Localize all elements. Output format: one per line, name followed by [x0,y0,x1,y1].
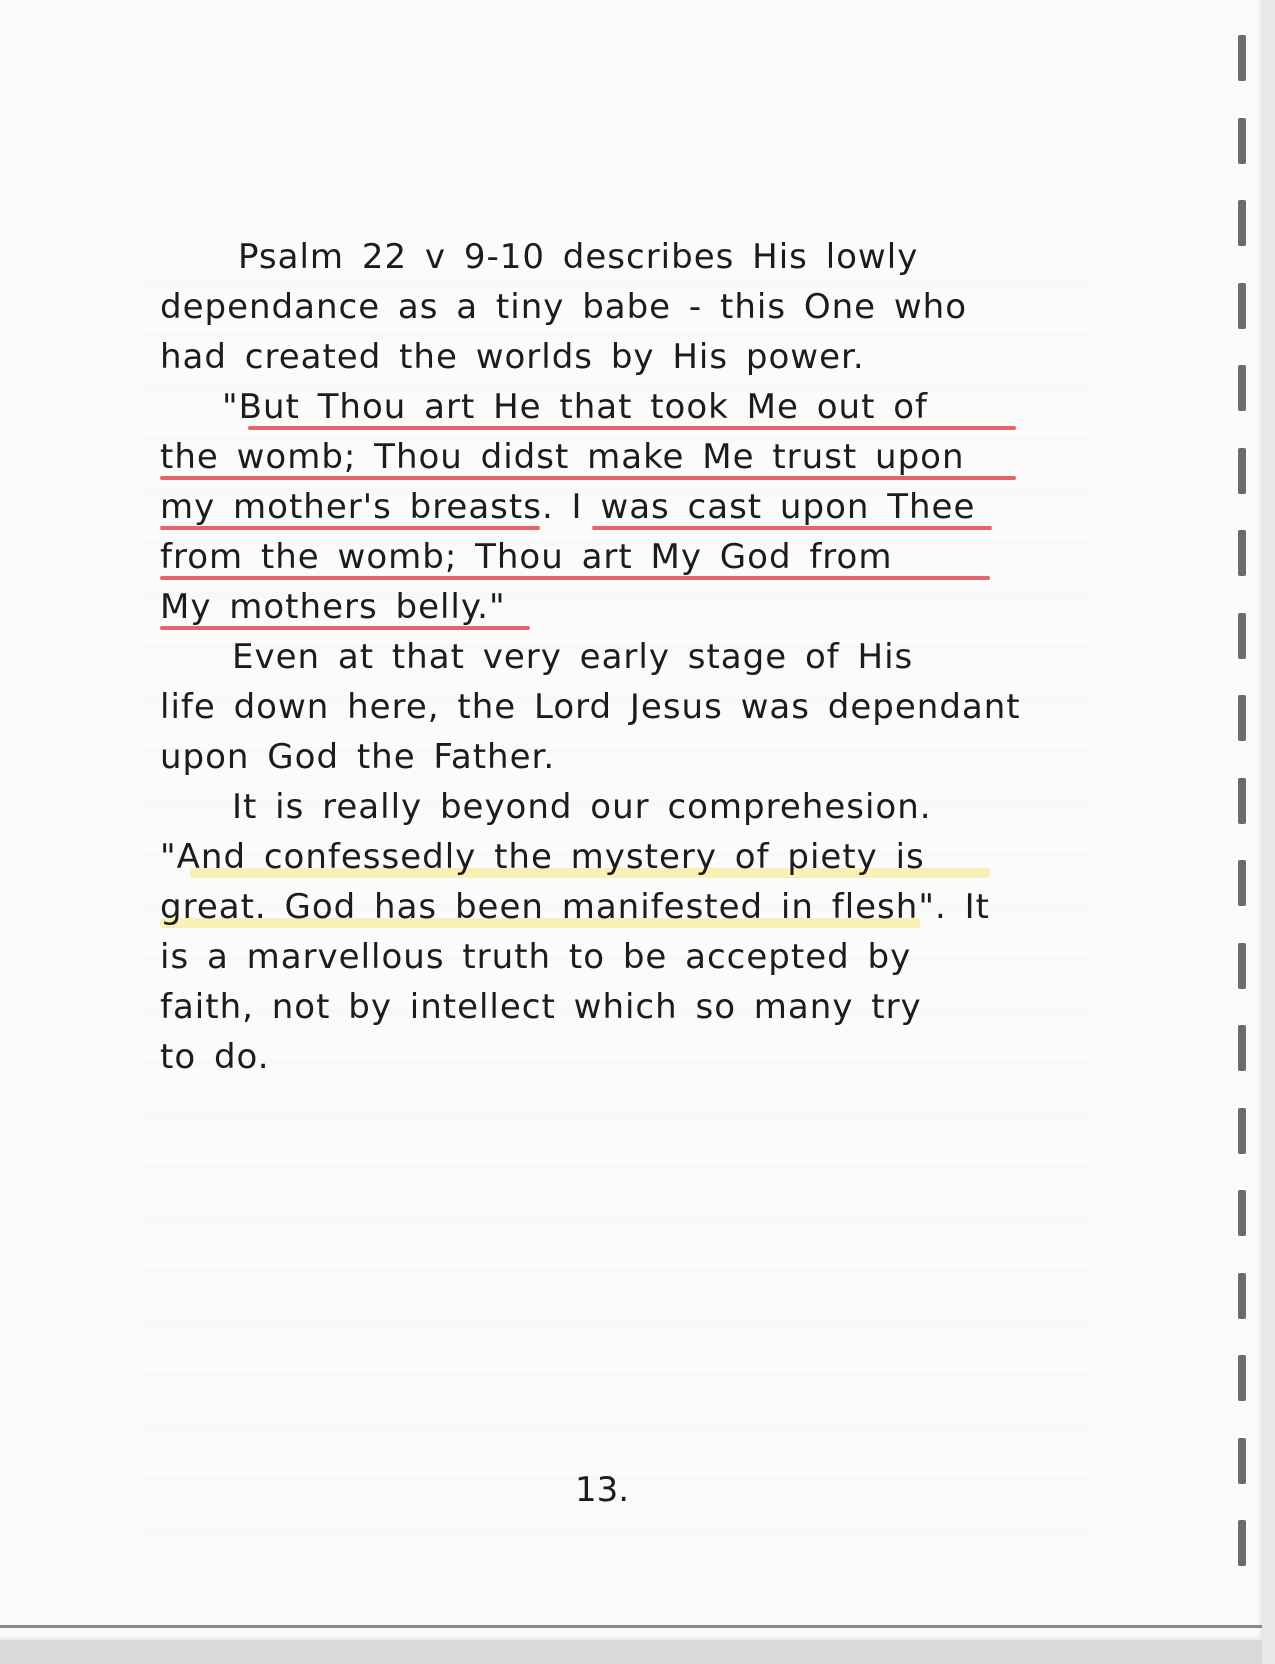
text-line-6: my mother's breasts. I was cast upon Thee [160,482,1080,532]
spiral-binding [1233,0,1253,1640]
text-line-11: upon God the Father. [160,737,556,777]
text-line-17: to do. [160,1037,270,1077]
binding-slot [1238,1355,1246,1401]
text-line-9: Even at that very early stage of His [232,637,914,677]
text-line-15: is a marvellous truth to be accepted by [160,937,912,977]
binding-slot [1238,943,1246,989]
binding-slot [1238,365,1246,411]
binding-slot [1238,778,1246,824]
binding-slot [1238,283,1246,329]
page-right-edge [1262,0,1275,1664]
binding-slot [1238,448,1246,494]
text-line-3: had created the worlds by His power. [160,337,865,377]
text-line-8: My mothers belly." [160,582,1080,632]
page-bottom-edge [0,1625,1262,1628]
binding-slot [1238,613,1246,659]
text-line-1: Psalm 22 v 9-10 describes His lowly [238,237,919,277]
binding-slot [1238,1108,1246,1154]
binding-slot [1238,1025,1246,1071]
text-line-13: "And confessedly the mystery of piety is [160,832,1080,882]
binding-slot [1238,1190,1246,1236]
binding-slot [1238,530,1246,576]
text-line-16: faith, not by intellect which so many try [160,987,922,1027]
binding-slot [1238,1520,1246,1566]
binding-slot [1238,1438,1246,1484]
binding-slot [1238,1273,1246,1319]
binding-slot [1238,695,1246,741]
text-line-2: dependance as a tiny babe - this One who [160,287,968,327]
text-line-12: It is really beyond our comprehesion. [232,787,932,827]
binding-slot [1238,200,1246,246]
handwritten-text-block [160,232,1080,1082]
text-line-4: "But Thou art He that took Me out of [160,382,1080,432]
text-line-5: the womb; Thou didst make Me trust upon [160,432,1080,482]
binding-slot [1238,35,1246,81]
binding-slot [1238,860,1246,906]
binding-slot [1238,118,1246,164]
text-line-14: great. God has been manifested in flesh". It [160,887,990,927]
page-number: 13. [575,1470,630,1510]
text-line-10: life down here, the Lord Jesus was dependant [160,687,1021,727]
text-line-7: from the womb; Thou art My God from [160,532,1080,582]
